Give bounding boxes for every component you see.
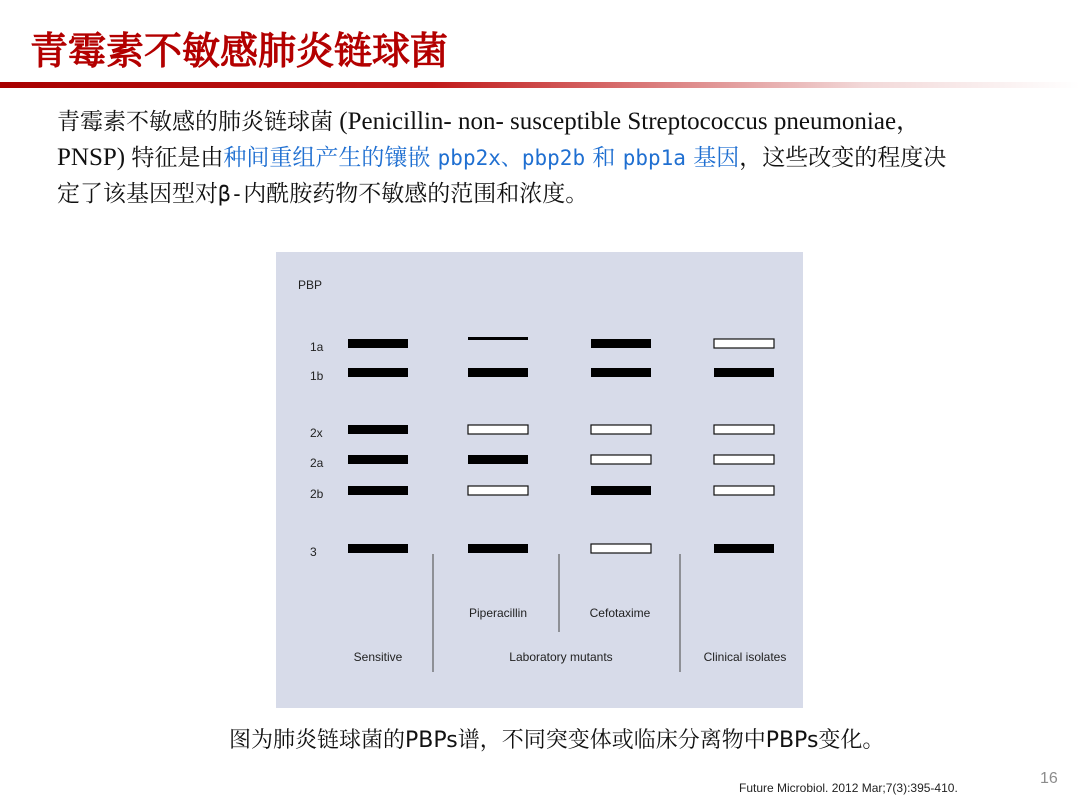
intro-text-2: (Penicillin- non- susceptible Streptococcus pneumoniae，PNSP) bbox=[57, 108, 922, 171]
band-sensitive-3 bbox=[348, 544, 408, 553]
band-sensitive-2b bbox=[348, 486, 408, 495]
highlight-and: 和 bbox=[585, 145, 623, 171]
intro-paragraph bbox=[57, 104, 967, 212]
band-piperacillin-1b bbox=[468, 368, 528, 377]
title-underline bbox=[0, 82, 1080, 88]
lane-label-piperacillin: Piperacillin bbox=[468, 606, 528, 620]
pbp-axis-title: PBP bbox=[298, 278, 323, 292]
band-clinical-2x bbox=[714, 425, 774, 434]
band-piperacillin-2a bbox=[468, 455, 528, 464]
group-label-laboratory: Laboratory mutants bbox=[509, 650, 613, 664]
figure-caption: 图为肺炎链球菌的PBPs谱，不同突变体或临床分离物中PBPs变化。 bbox=[229, 728, 885, 753]
band-piperacillin-2b bbox=[468, 486, 528, 495]
intro-text-4: ，这些改变的程度决定了该基因型对 bbox=[57, 145, 947, 207]
row-label-2a: 2a bbox=[310, 456, 324, 470]
group-label-clinical: Clinical isolates bbox=[703, 650, 787, 664]
band-sensitive-2x bbox=[348, 425, 408, 434]
intro-text-3: 特征是由 bbox=[131, 145, 224, 171]
row-label-2b: 2b bbox=[310, 487, 324, 501]
band-cefotaxime-2x bbox=[591, 425, 651, 434]
intro-text-5: 内酰胺药物不敏感的范围和浓度。 bbox=[243, 181, 589, 207]
band-clinical-2a bbox=[714, 455, 774, 464]
highlight-genes-1: pbp2x、pbp2b bbox=[437, 146, 586, 170]
band-cefotaxime-2b bbox=[591, 486, 651, 495]
band-piperacillin-3 bbox=[468, 544, 528, 553]
band-cefotaxime-2a bbox=[591, 455, 651, 464]
highlight-gene-word: 基因 bbox=[685, 145, 740, 171]
band-cefotaxime-1a bbox=[591, 339, 651, 348]
highlight-genes-2: pbp1a bbox=[622, 146, 686, 170]
band-sensitive-2a bbox=[348, 455, 408, 464]
citation: Future Microbiol. 2012 Mar;7(3):395-410. bbox=[739, 781, 958, 795]
row-label-1a: 1a bbox=[310, 340, 324, 354]
row-label-2x: 2x bbox=[310, 426, 323, 440]
pbp-profile-figure bbox=[276, 252, 803, 708]
row-label-1b: 1b bbox=[310, 369, 324, 383]
page-number: 16 bbox=[1040, 770, 1058, 787]
intro-beta: β- bbox=[218, 182, 244, 206]
group-label-sensitive: Sensitive bbox=[353, 650, 403, 664]
band-piperacillin-1a bbox=[468, 337, 528, 340]
band-clinical-1b bbox=[714, 368, 774, 377]
band-cefotaxime-1b bbox=[591, 368, 651, 377]
lane-label-cefotaxime: Cefotaxime bbox=[589, 606, 651, 620]
row-label-3: 3 bbox=[310, 545, 317, 559]
band-sensitive-1b bbox=[348, 368, 408, 377]
band-clinical-1a bbox=[714, 339, 774, 348]
band-cefotaxime-3 bbox=[591, 544, 651, 553]
band-sensitive-1a bbox=[348, 339, 408, 348]
band-clinical-3 bbox=[714, 544, 774, 553]
intro-text-1: 青霉素不敏感的肺炎链球菌 bbox=[57, 109, 333, 135]
band-piperacillin-2x bbox=[468, 425, 528, 434]
slide-title: 青霉素不敏感肺炎链球菌 bbox=[30, 29, 449, 73]
highlight-mosaic: 种间重组产生的镶嵌 bbox=[223, 145, 438, 171]
pbp-profile-diagram bbox=[276, 252, 803, 708]
band-clinical-2b bbox=[714, 486, 774, 495]
